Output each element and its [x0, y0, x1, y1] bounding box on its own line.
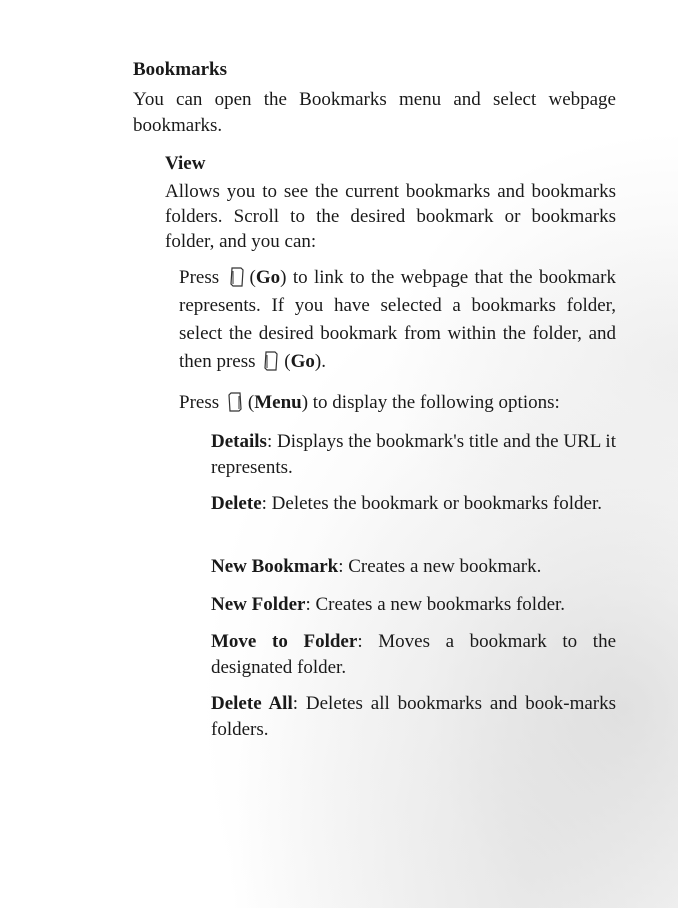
- option-delete-all: [211, 691, 616, 743]
- option-name: Delete All: [211, 693, 293, 714]
- option-desc: : Creates a new bookmark.: [338, 556, 542, 577]
- option-move-to-folder: [211, 629, 616, 681]
- option-desc: : Deletes all bookmarks and book-marks folders.: [211, 693, 617, 740]
- press-go-end: .: [321, 351, 326, 372]
- press-go-instruction: Press (Go) to link to the webpage that the bookmark represents. If you have selected a bookmarks folder, select the desired bookmark from within the folder, and then press (Go).: [179, 267, 617, 372]
- left-softkey-icon: [230, 267, 244, 287]
- view-description: Allows you to see the current bookmarks and bookmarks folders. Scroll to the desired bookmark or bookmarks folder, and you can:: [165, 181, 616, 252]
- option-details: [211, 429, 616, 481]
- subsection-heading-view: View: [165, 153, 206, 174]
- bookmarks-intro: You can open the Bookmarks menu and select webpage bookmarks.: [133, 89, 616, 136]
- press-menu-instruction: Press (Menu) to display the following options:: [179, 392, 560, 413]
- option-new-bookmark: [211, 554, 616, 580]
- option-name: Details: [211, 431, 267, 452]
- option-delete: [211, 491, 616, 517]
- option-desc: : Moves a bookmark to the designated folder.: [211, 631, 617, 678]
- menu-label: Menu: [254, 392, 302, 413]
- press-go-post: to link to the webpage that the bookmark represents. If you have selected a bookmarks folder, select the desired bookmark from within the folder, and then press: [179, 267, 617, 372]
- go-label: Go: [255, 267, 281, 288]
- go-label-2: Go: [290, 351, 315, 372]
- option-name: Move to Folder: [211, 631, 358, 652]
- left-softkey-icon: [264, 351, 278, 371]
- option-name: New Folder: [211, 594, 306, 615]
- option-desc: : Deletes the bookmark or bookmarks folder.: [261, 493, 602, 514]
- option-name: New Bookmark: [211, 556, 339, 577]
- option-desc: : Displays the bookmark's title and the URL it represents.: [211, 431, 616, 478]
- option-name: Delete: [211, 493, 262, 514]
- press-go-pre: Press: [179, 267, 220, 288]
- right-softkey-icon: [228, 392, 242, 412]
- option-desc: : Creates a new bookmarks folder.: [305, 594, 566, 615]
- press-menu-pre: Press: [179, 392, 220, 413]
- section-heading-bookmarks: Bookmarks: [133, 59, 227, 80]
- press-menu-post: to display the following options:: [312, 392, 560, 413]
- option-new-folder: [211, 592, 616, 618]
